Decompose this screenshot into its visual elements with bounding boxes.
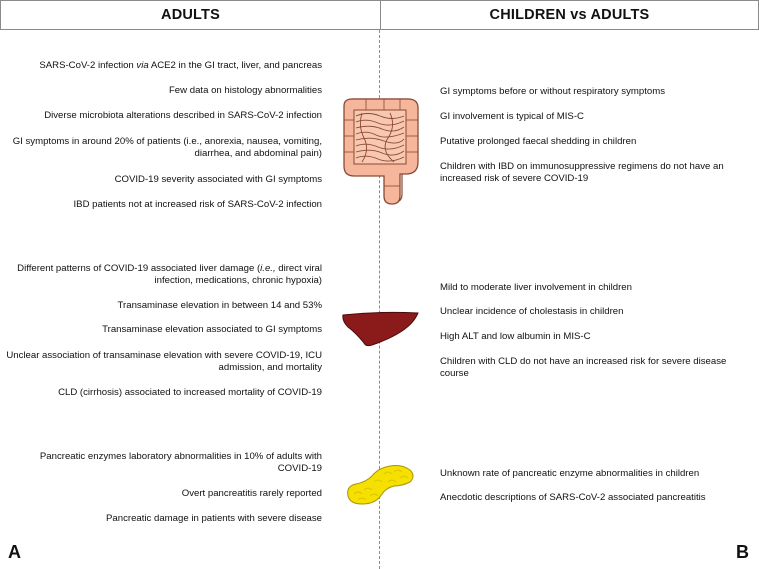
liver-child-item-3: High ALT and low albumin in MIS-C	[440, 331, 591, 342]
pancreas-adult-item-1: Pancreatic enzymes laboratory abnormalities in 10% of adults with COVID-19	[39, 451, 322, 475]
liver-adult-item-5: CLD (cirrhosis) associated to increased mortality of COVID-19	[58, 387, 322, 398]
gi-child-item-3: Putative prolonged faecal shedding in children	[440, 136, 637, 147]
pancreas-icon	[344, 460, 416, 508]
pancreas-child-item-2: Anecdotic descriptions of SARS-CoV-2 associated pancreatitis	[440, 492, 706, 503]
gi-adult-item-5: COVID-19 severity associated with GI symptoms	[114, 174, 322, 185]
gi-child-item-2: GI involvement is typical of MIS-C	[440, 111, 584, 122]
gi-child-item-4: Children with IBD on immunosuppressive regimens do not have an increased risk of severe COVID-19	[440, 161, 724, 185]
header-children-vs-adults	[380, 0, 759, 30]
intestine-icon	[340, 96, 422, 206]
liver-child-item-4: Children with CLD do not have an increased risk for severe disease course	[440, 356, 727, 380]
gi-adult-item-4: GI symptoms in around 20% of patients (i.e., anorexia, nausea, vomiting, diarrhea, and abdominal pain)	[12, 136, 322, 160]
liver-child-item-1: Mild to moderate liver involvement in children	[440, 282, 632, 293]
panel-label-b: B	[736, 542, 749, 562]
pancreas-adult-item-3: Pancreatic damage in patients with severe disease	[106, 513, 322, 524]
gi-child-item-1: GI symptoms before or without respiratory symptoms	[440, 86, 665, 97]
panel-label-a: A	[8, 542, 21, 562]
liver-adult-item-2: Transaminase elevation in between 14 and 53%	[117, 300, 322, 311]
header-adults-title: ADULTS	[161, 7, 220, 23]
liver-child-item-2: Unclear incidence of cholestasis in children	[440, 306, 624, 317]
liver-adult-item-4: Unclear association of transaminase elevation with severe COVID-19, ICU admission, and mortality	[6, 350, 322, 374]
pancreas-adult-item-2: Overt pancreatitis rarely reported	[181, 488, 322, 499]
pancreas-child-item-1: Unknown rate of pancreatic enzyme abnormalities in children	[440, 468, 700, 479]
liver-icon	[340, 309, 420, 349]
gi-adult-item-1: SARS-CoV-2 infection via ACE2 in the GI tract, liver, and pancreas	[39, 60, 322, 71]
gi-adult-item-3: Diverse microbiota alterations described in SARS-CoV-2 infection	[44, 110, 322, 121]
table-header	[0, 0, 759, 30]
header-adults	[0, 0, 380, 30]
gi-adult-item-6: IBD patients not at increased risk of SARS-CoV-2 infection	[73, 199, 322, 210]
liver-adult-item-1: Different patterns of COVID-19 associated liver damage (i.e., direct viral infection, medications, chronic hypoxia)	[17, 263, 322, 287]
header-children-title: CHILDREN vs ADULTS	[489, 7, 650, 23]
gi-adult-item-2: Few data on histology abnormalities	[168, 85, 322, 96]
liver-adult-item-3: Transaminase elevation associated to GI symptoms	[102, 324, 322, 335]
